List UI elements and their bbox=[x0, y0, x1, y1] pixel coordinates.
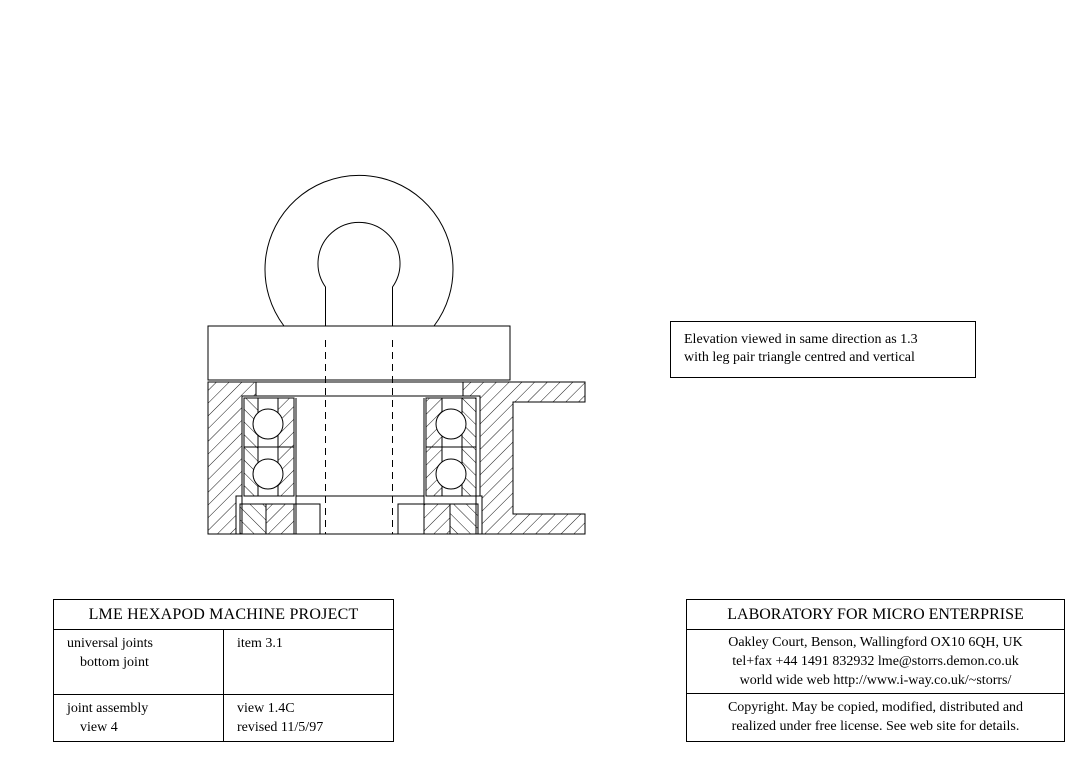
assembly-cell bbox=[54, 695, 224, 742]
lab-contact: tel+fax +44 1491 832932 lme@storrs.demon.co.uk bbox=[732, 654, 1019, 669]
top-plate bbox=[208, 326, 510, 380]
copyright-block bbox=[687, 694, 1064, 736]
copyright-line-1: Copyright. May be copied, modified, distributed and bbox=[727, 700, 1024, 715]
note-line-1: Elevation viewed in same direction as 1.3 bbox=[684, 332, 918, 347]
lab-title-block bbox=[686, 599, 1065, 742]
lab-address: Oakley Court, Benson, Wallingford OX10 6QH, UK bbox=[728, 635, 1023, 650]
lab-address-block bbox=[687, 630, 1064, 694]
assembly-line-2: view 4 bbox=[80, 720, 118, 735]
project-title-block bbox=[53, 599, 394, 742]
view-cell bbox=[224, 695, 393, 742]
lab-title: LABORATORY FOR MICRO ENTERPRISE bbox=[687, 600, 1064, 630]
bearing-left bbox=[244, 398, 294, 496]
project-row-item bbox=[54, 630, 393, 695]
bearing-right bbox=[426, 398, 476, 496]
view-number: view 1.4C bbox=[237, 701, 295, 716]
subject-cell bbox=[54, 630, 224, 694]
copyright-line-2: realized under free license. See web site for details. bbox=[731, 719, 1020, 734]
project-title: LME HEXAPOD MACHINE PROJECT bbox=[54, 600, 393, 630]
lock-nut-right bbox=[398, 496, 482, 534]
subject-line-2: bottom joint bbox=[80, 655, 149, 670]
revision-date: revised 11/5/97 bbox=[237, 720, 324, 735]
note-line-2: with leg pair triangle centred and vertical bbox=[684, 350, 915, 365]
lab-web: world wide web http://www.i-way.co.uk/~storrs/ bbox=[739, 673, 1012, 688]
project-row-view bbox=[54, 695, 393, 742]
assembly-line-1: joint assembly bbox=[67, 701, 149, 716]
subject-line-1: universal joints bbox=[67, 636, 153, 651]
lock-nut-left bbox=[236, 496, 320, 534]
item-number: item 3.1 bbox=[237, 636, 283, 651]
view-note bbox=[670, 321, 976, 378]
item-cell bbox=[224, 630, 393, 694]
